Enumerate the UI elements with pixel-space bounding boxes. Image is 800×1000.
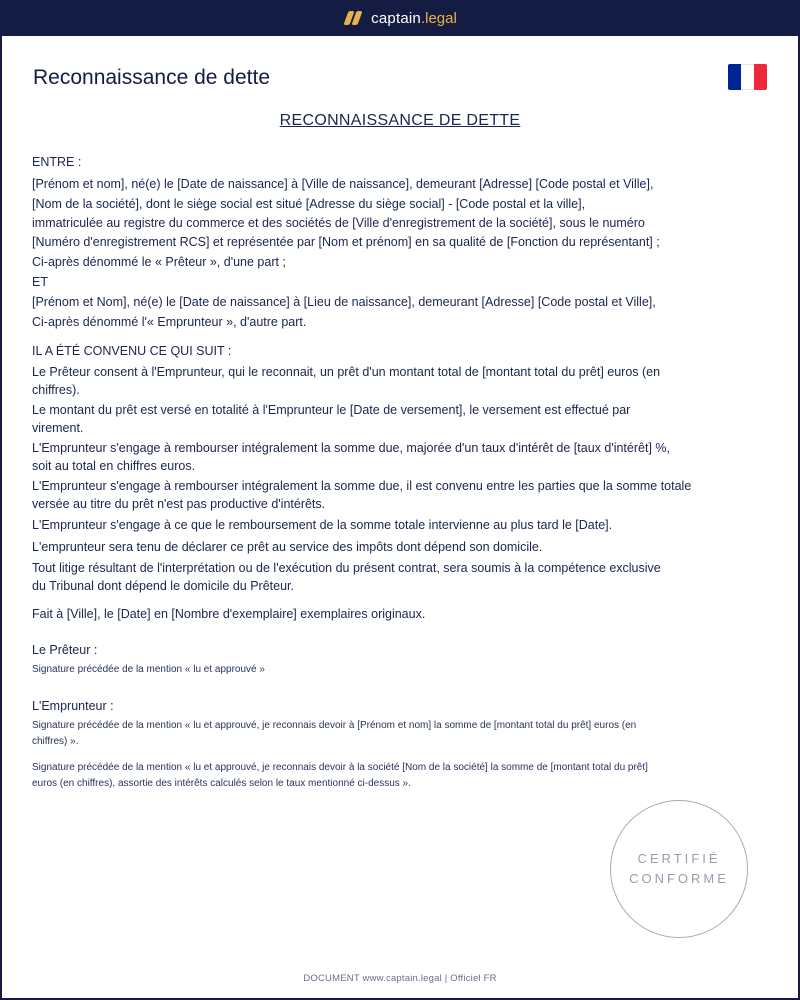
clause-text: soit au total en chiffres euros. (32, 459, 196, 473)
emprunteur-signature-note-2 (32, 760, 760, 792)
emprunteur-signature-note-1 (32, 718, 760, 750)
brand-logo[interactable] (343, 10, 457, 27)
clause-text: L'Emprunteur s'engage à ce que le remboursement de la somme totale intervienne au plus tard le [Date]. (32, 518, 613, 532)
party2-line: [Prénom et Nom], né(e) le [Date de naissance] à [Lieu de naissance], demeurant [Adresse] [Code postal et Ville], (32, 295, 656, 309)
et-label: ET (32, 275, 48, 289)
clause-text: L'Emprunteur s'engage à rembourser intégralement la somme due, il est convenu entre les parties que la somme totale (32, 479, 692, 493)
clause (32, 477, 760, 513)
preteur-signature-note: Signature précédée de la mention « lu et approuvé » (32, 664, 265, 675)
top-bar (0, 0, 800, 36)
brand-tld: .legal (420, 9, 457, 27)
clause-text: Le montant du prêt est versé en totalité à l'Emprunteur le [Date de versement], le versement est effectué par (32, 403, 631, 417)
clause (32, 439, 760, 475)
party1-line-4: [Numéro d'enregistrement RCS] et représentée par [Nom et prénom] en sa qualité de [Fonction du représentant] ; (32, 235, 660, 249)
clause (32, 363, 760, 399)
document-footer: DOCUMENT www.captain.legal | Officiel FR (303, 973, 497, 984)
brand-name: captain (371, 9, 421, 27)
clause (32, 537, 760, 557)
clause (32, 515, 760, 535)
clause-text: Tout litige résultant de l'interprétation ou de l'exécution du présent contrat, sera soumis à la compétence exclusive (32, 561, 661, 575)
party1-role: Ci-après dénommé le « Prêteur », d'une part ; (32, 255, 286, 269)
certified-stamp (610, 800, 748, 938)
party1-line-3: immatriculée au registre du commerce et des sociétés de [Ville d'enregistrement de la société], sous le numéro (32, 216, 645, 230)
double-slash-logo-icon (343, 10, 363, 26)
signature-note-line: Signature précédée de la mention « lu et approuvé, je reconnais devoir à la société [Nom de la société] la somme de [montant total du prêt] (32, 762, 648, 773)
party2-role: Ci-après dénommé l'« Emprunteur », d'autre part. (32, 315, 307, 329)
document-body (32, 152, 760, 792)
party1-line-1: [Prénom et nom], né(e) le [Date de naissance] à [Ville de naissance], demeurant [Adresse] [Code postal et Ville], (32, 177, 654, 191)
clause-text: L'Emprunteur s'engage à rembourser intégralement la somme due, majorée d'un taux d'intérêt de [taux d'intérêt] %, (32, 441, 670, 455)
document-sheet (2, 36, 798, 998)
emprunteur-label: L'Emprunteur : (32, 699, 114, 713)
preteur-label: Le Prêteur : (32, 643, 98, 657)
convenu-heading: IL A ÉTÉ CONVENU CE QUI SUIT : (32, 344, 232, 358)
stamp-line-2: CONFORME (629, 871, 729, 886)
party1-line-2: [Nom de la société], dont le siège social est situé [Adresse du siège social] - [Code postal et la ville], (32, 197, 586, 211)
entre-label: ENTRE : (32, 155, 82, 169)
clause-text: du Tribunal dont dépend le domicile du Prêteur. (32, 579, 294, 593)
document-title: Reconnaissance de dette (33, 66, 270, 89)
clause (32, 559, 760, 595)
fait-a-line: Fait à [Ville], le [Date] en [Nombre d'exemplaire] exemplaires originaux. (32, 607, 426, 621)
clause (32, 401, 760, 437)
signature-note-line: Signature précédée de la mention « lu et approuvé, je reconnais devoir à [Prénom et nom] la somme de [montant total du prêt] euros (en (32, 720, 637, 731)
signature-note-line: chiffres) ». (32, 736, 79, 747)
clause-text: chiffres). (32, 383, 80, 397)
clause-text: Le Prêteur consent à l'Emprunteur, qui le reconnait, un prêt d'un montant total de [montant total du prêt] euros (en (32, 365, 661, 379)
french-flag-icon (728, 64, 767, 90)
signature-note-line: euros (en chiffres), assortie des intérêts calculés selon le taux mentionné ci-dessus ». (32, 778, 411, 789)
stamp-line-1: CERTIFIÉ (637, 851, 721, 866)
clause-text: virement. (32, 421, 84, 435)
clause-text: versée au titre du prêt n'est pas productive d'intérêts. (32, 497, 326, 511)
document-heading: RECONNAISSANCE DE DETTE (279, 112, 521, 129)
clause-text: L'emprunteur sera tenu de déclarer ce prêt au service des impôts dont dépend son domicile. (32, 540, 543, 554)
